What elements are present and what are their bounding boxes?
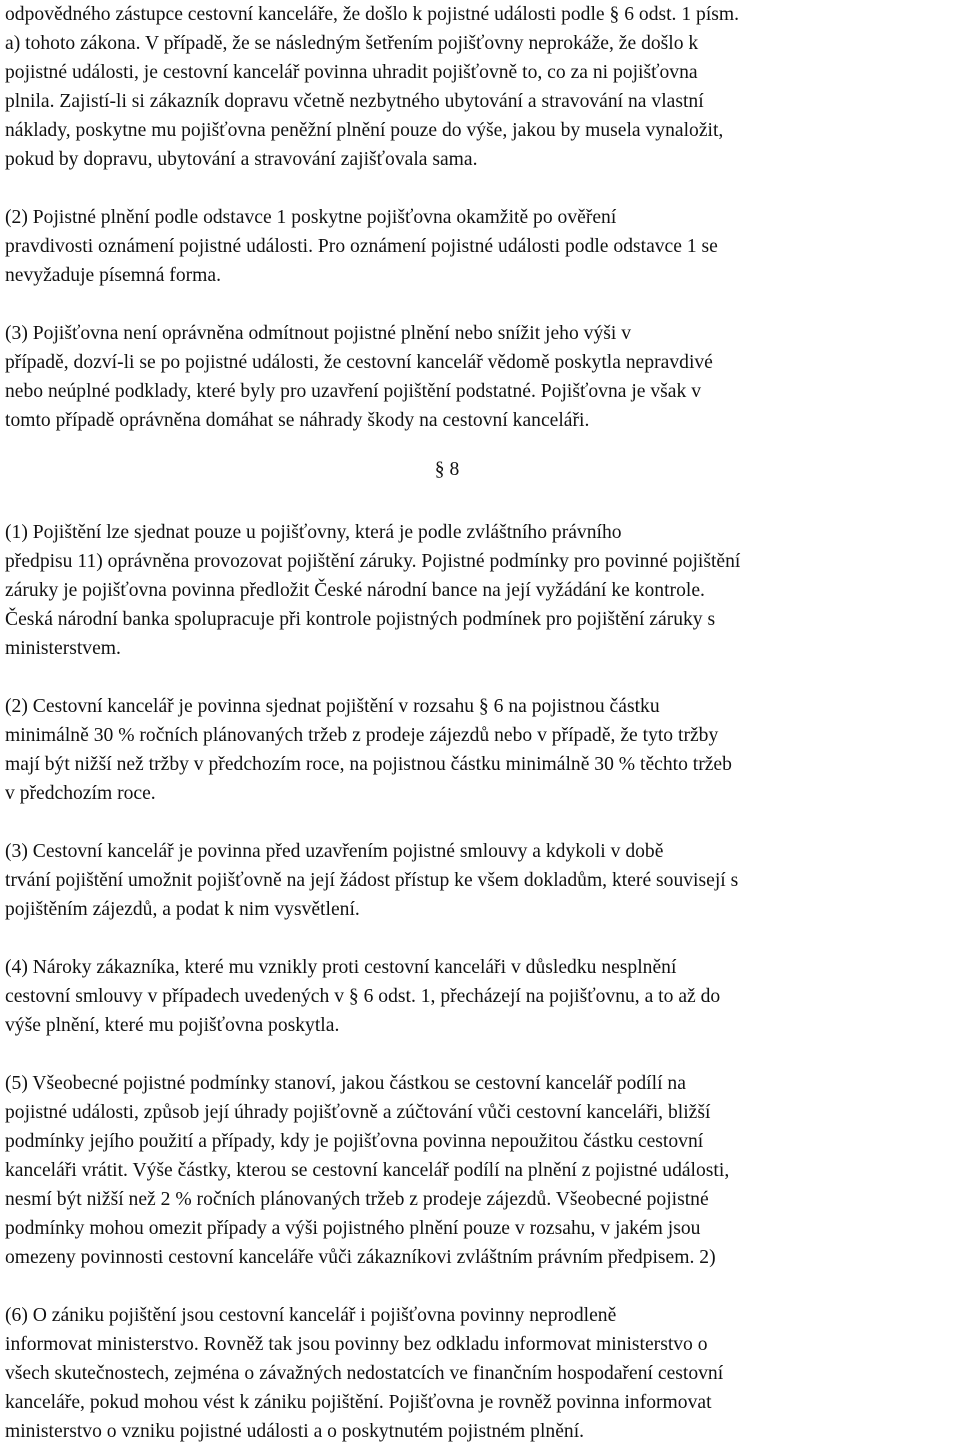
section-paragraph-4: (4) Nároky zákazníka, které mu vznikly proti cestovní kanceláři v důsledku nesplnění cestovní smlouvy v případech uvedených v § 6 odst. 1, přecházejí na pojišťovnu, a to až do výše plnění, které mu pojišťovna poskytla. xyxy=(5,957,721,1036)
paragraph-continuation: odpovědného zástupce cestovní kanceláře, že došlo k pojistné události podle § 6 odst. 1 písm. a) tohoto zákona. V případě, že se následným šetřením pojišťovny neprokáže, že došlo k pojistné události, je cestovní kancelář povinna uhradit pojišťovně to, co za ni pojišťovna plnila. Zajistí-li si zákazník dopravu včetně nezbytného ubytování a stravování na vlastní náklady, poskytne mu pojišťovna peněžní plnění pouze do výše, jakou by musela vynaložit, pokud by dopravu, ubytování a stravování zajišťovala sama. xyxy=(5,4,740,170)
section-paragraph-1: (1) Pojištění lze sjednat pouze u pojišťovny, která je podle zvláštního právního předpisu 11) oprávněna provozovat pojištění záruky. Pojistné podmínky pro povinné pojištění záruky je pojišťovna povinna předložit České národní bance na její vyžádání ke kontrole. Česká národní banka spolupracuje při kontrole pojistných podmínek pro pojištění záruky s ministerstvem. xyxy=(5,522,741,659)
section-paragraph-2: (2) Cestovní kancelář je povinna sjednat pojištění v rozsahu § 6 na pojistnou částku minimálně 30 % ročních plánovaných tržeb z prodeje zájezdů nebo v případě, že tyto tržby mají být nižší než tržby v předchozím roce, na pojistnou částku minimálně 30 % těchto tržeb v předchozím roce. xyxy=(5,696,732,804)
section-heading xyxy=(5,455,955,484)
section-paragraph-5: (5) Všeobecné pojistné podmínky stanoví, jakou částkou se cestovní kancelář podílí na pojistné události, způsob její úhrady pojišťovně a zúčtování vůči cestovní kanceláři, bližší podmínky jejího použití a případy, kdy je pojišťovna povinna nepoužitou částku cestovní kanceláři vrátit. Výše částky, kterou se cestovní kancelář podílí na plnění z pojistné události, nesmí být nižší než 2 % ročních plánovaných tržeb z prodeje zájezdů. Všeobecné pojistné podmínky mohou omezit případy a výši pojistného plnění pouze v rozsahu, v jakém jsou omezeny povinnosti cestovní kanceláře vůči zákazníkovi zvláštním právním předpisem. 2) xyxy=(5,1073,730,1268)
section-paragraph-6: (6) O zániku pojištění jsou cestovní kancelář i pojišťovna povinny neprodleně informovat ministerstvo. Rovněž tak jsou povinny bez odkladu informovat ministerstvo o všech skutečnostech, zejména o závažných nedostatcích ve finančním hospodaření cestovní kanceláře, pokud mohou vést k zániku pojištění. Pojišťovna je rovněž povinna informovat ministerstvo o vzniku pojistné události a o poskytnutém pojistném plnění. xyxy=(5,1305,724,1442)
document-page xyxy=(5,0,955,1446)
section-paragraph-3: (3) Cestovní kancelář je povinna před uzavřením pojistné smlouvy a kdykoli v době trvání pojištění umožnit pojišťovně na její žádost přístup ke všem dokladům, které souvisejí s pojištěním zájezdů, a podat k nim vysvětlení. xyxy=(5,841,739,920)
paragraph-2: (2) Pojistné plnění podle odstavce 1 poskytne pojišťovna okamžitě po ověření pravdivosti oznámení pojistné události. Pro oznámení pojistné události podle odstavce 1 se nevyžaduje písemná forma. xyxy=(5,207,718,286)
section-number: § 8 xyxy=(434,459,460,480)
paragraph-3: (3) Pojišťovna není oprávněna odmítnout pojistné plnění nebo snížit jeho výši v případě, dozví-li se po pojistné události, že cestovní kancelář vědomě poskytla nepravdivé nebo neúplné podklady, které byly pro uzavření pojištění podstatné. Pojišťovna je však v tomto případě oprávněna domáhat se náhrady škody na cestovní kanceláři. xyxy=(5,323,713,431)
